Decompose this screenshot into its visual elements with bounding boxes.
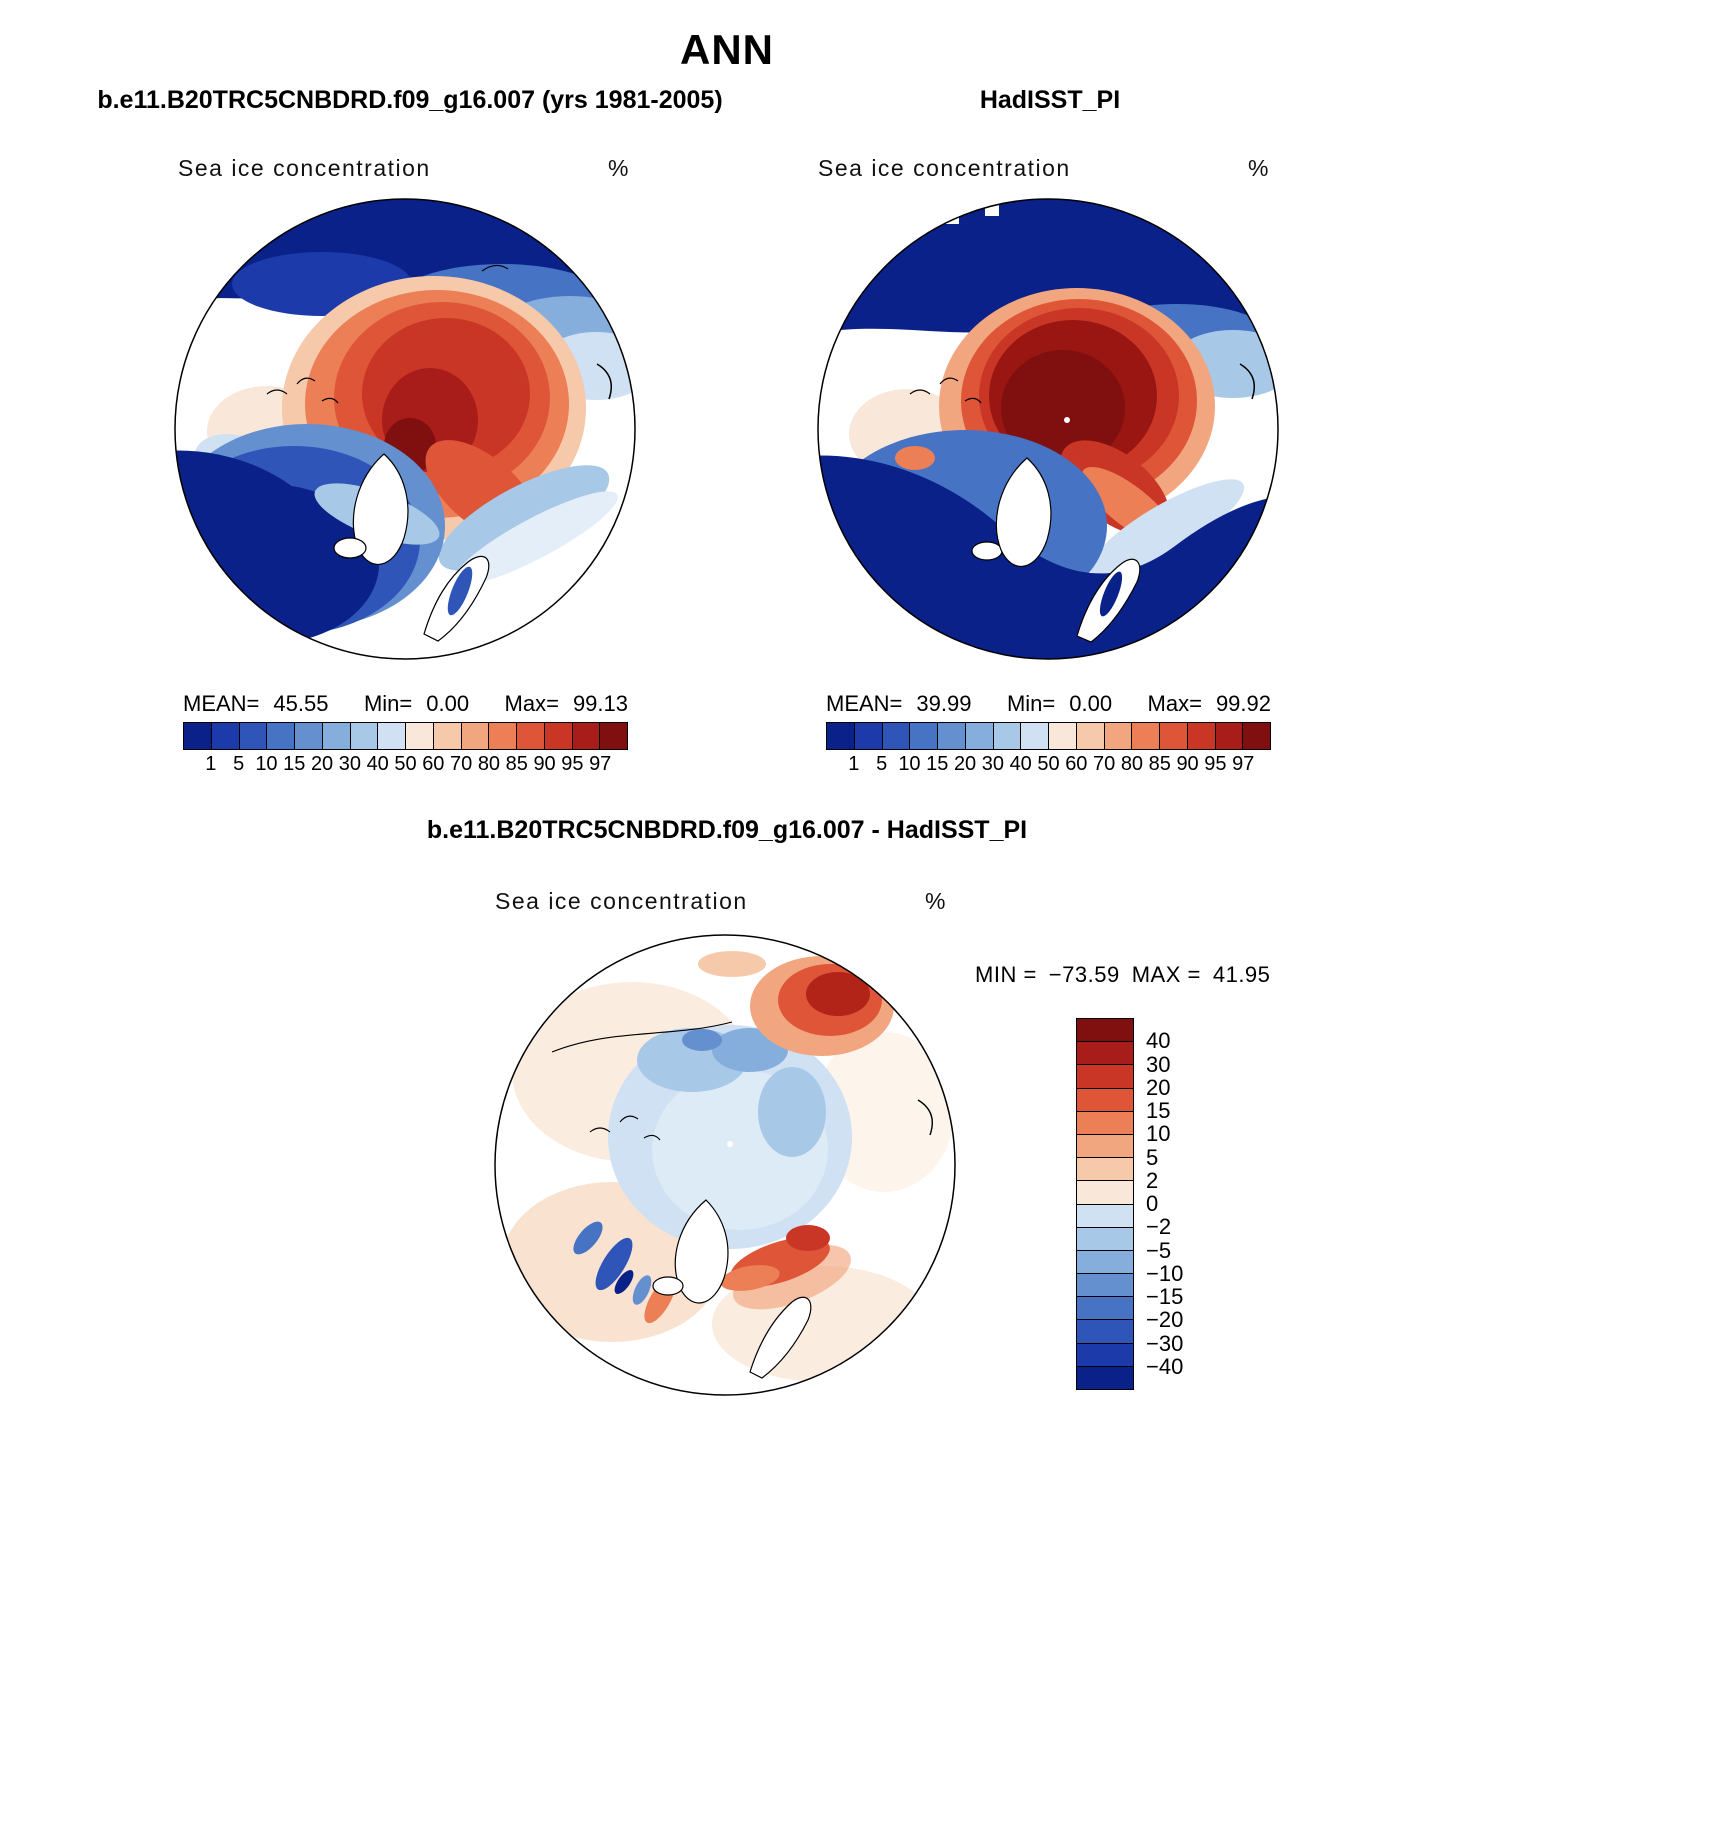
colorbar-tick-label: 20 [1146, 1074, 1171, 1100]
colorbar-tick-label: 85 [1148, 753, 1171, 775]
colorbar-tick-label: 15 [283, 753, 306, 775]
obs-mean-label: MEAN= [826, 691, 903, 716]
obs-min-value: 0.00 [1069, 691, 1113, 716]
colorbar-tick-label: 95 [1204, 753, 1227, 775]
diff-field-row [495, 888, 947, 915]
colorbar-cell [1077, 1251, 1133, 1274]
colorbar-tick-label: −5 [1146, 1237, 1172, 1263]
model-max-label: Max= [504, 691, 559, 716]
colorbar-cell [351, 723, 379, 749]
colorbar-tick-label: −10 [1146, 1260, 1184, 1286]
colorbar-tick-label: 60 [422, 753, 445, 775]
colorbar-cell [545, 723, 573, 749]
colorbar-tick-label: 0 [1146, 1191, 1159, 1216]
diff-max-label: MAX = [1131, 962, 1201, 987]
colorbar-cell [1077, 1019, 1133, 1042]
colorbar-cell [1077, 1228, 1133, 1251]
colorbar-cell [1049, 723, 1077, 749]
colorbar-tick-label: 15 [926, 753, 949, 775]
colorbar-cell [295, 723, 323, 749]
colorbar-tick-label: 5 [233, 753, 245, 775]
colorbar-tick-label: 95 [561, 753, 584, 775]
diff-map [492, 932, 958, 1398]
obs-colorbar-wrap [826, 722, 1271, 779]
colorbar-tick-label: 40 [1146, 1028, 1171, 1054]
colorbar-tick-label: 97 [589, 753, 612, 775]
model-min-value: 0.00 [426, 691, 470, 716]
obs-mean-value: 39.99 [916, 691, 972, 716]
colorbar-cell [1077, 1065, 1133, 1088]
model-mean-label: MEAN= [183, 691, 260, 716]
model-field-label: Sea ice concentration [178, 155, 431, 181]
diff-min-value: −73.59 [1048, 962, 1120, 987]
colorbar-tick-label: 60 [1065, 753, 1088, 775]
colorbar-cell [966, 723, 994, 749]
obs-panel-header: HadISST_PI [979, 86, 1121, 114]
colorbar-tick-label: 10 [255, 753, 278, 775]
colorbar-cell [1077, 1089, 1133, 1112]
diff-colorbar-wrap [1076, 1018, 1296, 1390]
colorbar-cell [212, 723, 240, 749]
colorbar-cell [267, 723, 295, 749]
colorbar-tick-label: −15 [1146, 1284, 1184, 1309]
figure-title: ANN [680, 26, 774, 73]
colorbar-tick-label: 70 [450, 753, 473, 775]
colorbar-cell [323, 723, 351, 749]
model-colorbar-ticks [183, 753, 628, 779]
obs-field-label: Sea ice concentration [818, 155, 1071, 181]
colorbar-cell [994, 723, 1022, 749]
model-map-panel [172, 196, 638, 662]
obs-max-label: Max= [1147, 691, 1202, 716]
model-stats [183, 691, 628, 717]
colorbar-tick-label: 20 [953, 753, 977, 775]
colorbar-tick-label: 15 [1146, 1098, 1171, 1123]
colorbar-tick-label: 40 [366, 753, 389, 775]
colorbar-cell [1077, 1344, 1133, 1367]
obs-colorbar [826, 722, 1271, 750]
colorbar-cell [883, 723, 911, 749]
colorbar-tick-label: −40 [1146, 1353, 1184, 1379]
model-colorbar [183, 722, 628, 750]
colorbar-tick-label: 50 [394, 753, 417, 775]
colorbar-tick-label: −30 [1146, 1330, 1184, 1356]
colorbar-tick-label: 5 [876, 753, 888, 775]
colorbar-cell [1188, 723, 1216, 749]
obs-min-label: Min= [1006, 691, 1056, 716]
colorbar-cell [1077, 1042, 1133, 1065]
colorbar-cell [600, 723, 627, 749]
colorbar-cell [1077, 1367, 1133, 1389]
diff-panel-header: b.e11.B20TRC5CNBDRD.f09_g16.007 - HadISST_PI [426, 816, 1028, 844]
obs-stats [826, 691, 1271, 717]
model-map [172, 196, 638, 662]
colorbar-cell [489, 723, 517, 749]
diff-field-label: Sea ice concentration [495, 888, 748, 914]
diff-min-label: MIN = [975, 962, 1037, 987]
colorbar-cell [184, 723, 212, 749]
colorbar-tick-label: 10 [1146, 1121, 1171, 1147]
obs-map [815, 196, 1281, 662]
colorbar-tick-label: 30 [981, 753, 1004, 775]
diff-map-panel [492, 932, 958, 1398]
colorbar-cell [517, 723, 545, 749]
colorbar-cell [240, 723, 268, 749]
diff-colorbar [1076, 1018, 1134, 1390]
colorbar-tick-label: 80 [477, 753, 501, 775]
colorbar-tick-label: −20 [1146, 1307, 1184, 1333]
obs-max-value: 99.92 [1215, 691, 1271, 716]
colorbar-tick-label: 30 [1146, 1051, 1171, 1077]
model-min-label: Min= [363, 691, 413, 716]
colorbar-tick-label: 1 [205, 753, 217, 775]
colorbar-cell [827, 723, 855, 749]
colorbar-tick-label: 80 [1120, 753, 1144, 775]
colorbar-tick-label: 70 [1093, 753, 1116, 775]
model-units-label: % [608, 155, 630, 181]
colorbar-cell [1077, 1181, 1133, 1204]
colorbar-cell [910, 723, 938, 749]
colorbar-cell [1077, 1112, 1133, 1135]
colorbar-tick-label: 90 [1176, 753, 1199, 775]
colorbar-cell [573, 723, 601, 749]
model-colorbar-wrap [183, 722, 628, 779]
colorbar-tick-label: 85 [505, 753, 528, 775]
colorbar-cell [855, 723, 883, 749]
model-max-value: 99.13 [572, 691, 628, 716]
diff-units-label: % [925, 888, 947, 914]
colorbar-cell [1216, 723, 1244, 749]
colorbar-tick-label: 10 [898, 753, 921, 775]
diff-stats [975, 962, 1295, 988]
colorbar-tick-label: 50 [1037, 753, 1060, 775]
colorbar-cell [1077, 1205, 1133, 1228]
colorbar-cell [1077, 1274, 1133, 1297]
colorbar-cell [406, 723, 434, 749]
model-mean-value: 45.55 [273, 691, 329, 716]
colorbar-cell [1132, 723, 1160, 749]
colorbar-cell [1077, 1135, 1133, 1158]
colorbar-cell [1077, 1320, 1133, 1343]
obs-map-panel [815, 196, 1281, 662]
obs-colorbar-ticks [826, 753, 1271, 779]
colorbar-tick-label: 20 [310, 753, 334, 775]
diff-colorbar-ticks [1146, 1018, 1266, 1390]
obs-field-row [818, 155, 1270, 182]
colorbar-cell [1105, 723, 1133, 749]
colorbar-cell [378, 723, 406, 749]
colorbar-tick-label: 1 [848, 753, 860, 775]
obs-units-label: % [1248, 155, 1270, 181]
colorbar-tick-label: 90 [533, 753, 556, 775]
colorbar-cell [1077, 1158, 1133, 1181]
colorbar-cell [1021, 723, 1049, 749]
colorbar-cell [1077, 1297, 1133, 1320]
model-panel-header: b.e11.B20TRC5CNBDRD.f09_g16.007 (yrs 1981-2005) [97, 86, 723, 114]
colorbar-tick-label: 30 [338, 753, 361, 775]
colorbar-cell [1077, 723, 1105, 749]
diff-max-value: 41.95 [1212, 962, 1271, 987]
colorbar-cell [938, 723, 966, 749]
colorbar-tick-label: 97 [1232, 753, 1255, 775]
colorbar-cell [1243, 723, 1270, 749]
model-field-row [178, 155, 630, 182]
colorbar-tick-label: 2 [1146, 1167, 1159, 1193]
colorbar-cell [462, 723, 490, 749]
colorbar-tick-label: 40 [1009, 753, 1032, 775]
colorbar-cell [434, 723, 462, 749]
colorbar-cell [1160, 723, 1188, 749]
colorbar-tick-label: −2 [1146, 1214, 1172, 1240]
colorbar-tick-label: 5 [1146, 1144, 1159, 1170]
